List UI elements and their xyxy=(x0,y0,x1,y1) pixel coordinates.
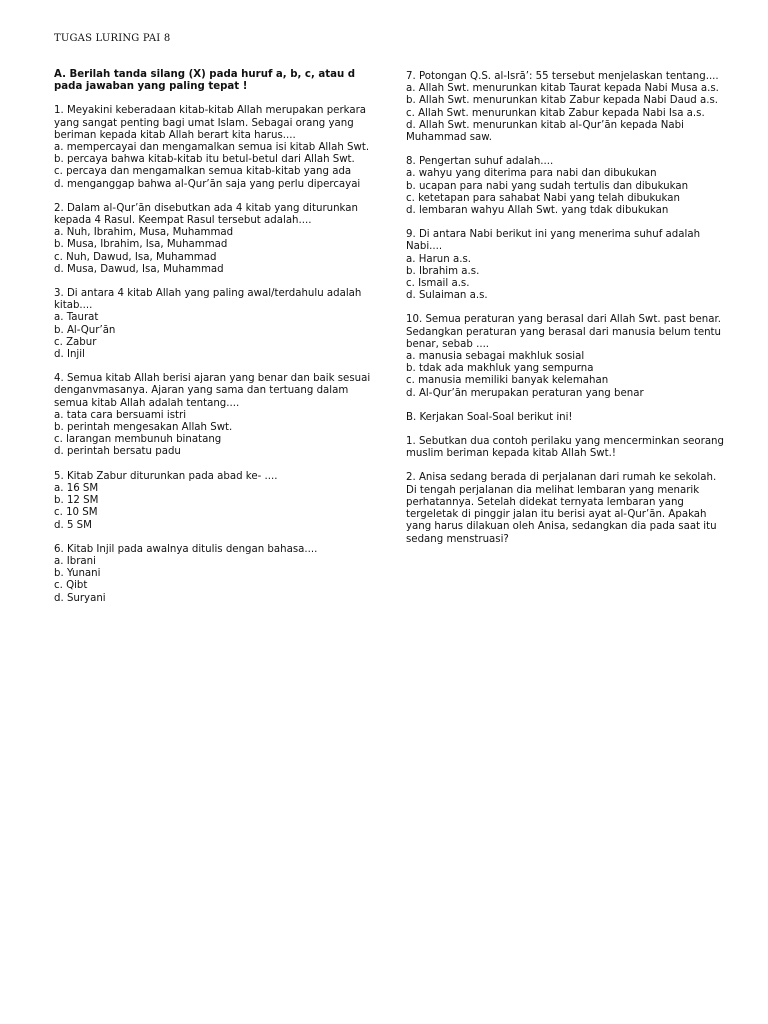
option-c: c. Ismail a.s. xyxy=(406,278,470,290)
option-c: c. percaya dan mengamalkan semua kitab-kitab yang ada xyxy=(54,166,352,178)
option-b: b. percaya bahwa kitab-kitab itu betul-betul dari Allah Swt. xyxy=(54,154,355,166)
question-text: 8. Pengertan suhuf adalah.... xyxy=(406,156,554,168)
option-b: b. 12 SM xyxy=(54,495,99,507)
option-a: a. wahyu yang diterima para nabi dan dibukukan xyxy=(406,168,657,180)
question-7 xyxy=(406,71,724,144)
question-8 xyxy=(406,156,724,217)
question-text: 4. Semua kitab Allah berisi ajaran yang benar dan baik sesuai denganvmasanya. Ajaran yang sama dan tertuang dalam semua kitab Allah adalah tentang.... xyxy=(54,373,371,409)
option-b: b. tdak ada makhluk yang sempurna xyxy=(406,363,594,375)
option-b: b. Musa, Ibrahim, Isa, Muhammad xyxy=(54,239,228,251)
option-c: c. Qibt xyxy=(54,580,88,592)
option-b: b. Allah Swt. menurunkan kitab Zabur kepada Nabi Daud a.s. xyxy=(406,95,719,107)
option-c: c. Nuh, Dawud, Isa, Muhammad xyxy=(54,251,217,263)
question-3 xyxy=(54,288,374,361)
question-text: 1. Meyakini keberadaan kitab-kitab Allah merupakan perkara yang sangat penting bagi umat Islam. Sebagai orang yang beriman kepada kitab Allah berart kita harus.... xyxy=(54,105,367,141)
question-text: 3. Di antara 4 kitab Allah yang paling awal/terdahulu adalah kitab.... xyxy=(54,288,362,312)
option-c: c. ketetapan para sahabat Nabi yang telah dibukukan xyxy=(406,192,680,204)
question-5 xyxy=(54,471,374,532)
option-d: d. 5 SM xyxy=(54,519,92,531)
option-d: d. Musa, Dawud, Isa, Muhammad xyxy=(54,263,224,275)
question-2 xyxy=(54,203,374,276)
option-d: d. lembaran wahyu Allah Swt. yang tdak dibukukan xyxy=(406,205,669,217)
option-b: b. Yunani xyxy=(54,568,101,580)
question-text: 2. Dalam al-Qur’ān disebutkan ada 4 kitab yang diturunkan kepada 4 Rasul. Keempat Rasul tersebut adalah.... xyxy=(54,202,358,227)
section-b-heading: B. Kerjakan Soal-Soal berikut ini! xyxy=(406,411,573,423)
option-d: d. menganggap bahwa al-Qur’ān saja yang perlu dipercayai xyxy=(54,178,361,190)
question-text: 7. Potongan Q.S. al-Isrā’: 55 tersebut menjelaskan tentang.... xyxy=(406,71,719,82)
question-6 xyxy=(54,544,374,605)
option-a: a. mempercayai dan mengamalkan semua isi kitab Allah Swt. xyxy=(54,142,370,154)
option-a: a. Harun a.s. xyxy=(406,253,471,265)
option-d: d. perintah bersatu padu xyxy=(54,446,181,458)
right-column xyxy=(406,71,724,558)
option-c: c. larangan membunuh binatang xyxy=(54,434,222,446)
option-c: c. Allah Swt. menurunkan kitab Zabur kepada Nabi Isa a.s. xyxy=(406,107,705,119)
option-d: d. Sulaiman a.s. xyxy=(406,290,488,302)
option-c: c. Zabur xyxy=(54,336,97,348)
option-c: c. 10 SM xyxy=(54,507,98,519)
option-d: d. Al-Qur’ān merupakan peraturan yang benar xyxy=(406,387,644,399)
option-a: a. tata cara bersuami istri xyxy=(54,409,187,421)
left-column xyxy=(54,69,374,617)
option-a: a. Ibrani xyxy=(54,555,96,567)
option-b: b. Ibrahim a.s. xyxy=(406,265,480,277)
question-4 xyxy=(54,373,374,458)
option-a: a. Allah Swt. menurunkan kitab Taurat kepada Nabi Musa a.s. xyxy=(406,83,719,95)
option-a: a. 16 SM xyxy=(54,482,99,494)
option-c: c. manusia memiliki banyak kelemahan xyxy=(406,375,609,387)
question-text: 9. Di antara Nabi berikut ini yang menerima suhuf adalah Nabi.... xyxy=(406,229,701,253)
option-a: a. Taurat xyxy=(54,312,99,324)
question-1 xyxy=(54,105,374,190)
section-a-heading: A. Berilah tanda silang (X) pada huruf a, b, c, atau d pada jawaban yang paling tepat ! xyxy=(54,69,356,93)
question-text: 5. Kitab Zabur diturunkan pada abad ke- .... xyxy=(54,470,278,482)
essay-question-1: 1. Sebutkan dua contoh perilaku yang mencerminkan seorang muslim beriman kepada kitab Allah Swt.! xyxy=(406,436,724,460)
option-d: d. Suryani xyxy=(54,592,106,604)
option-a: a. manusia sebagai makhluk sosial xyxy=(406,351,585,363)
essay-question-2: 2. Anisa sedang berada di perjalanan dari rumah ke sekolah. Di tengah perjalanan dia melihat lembaran yang menarik perhatannya. Setelah didekat ternyata lembaran yang tergeletak di pinggir jalan itu berisi ayat al-Qur’ān. Apakah yang harus dilakuan oleh Anisa, sedangkan dia pada saat itu sedang menstruasi? xyxy=(406,472,717,545)
option-d: d. Allah Swt. menurunkan kitab al-Qur’ān kepada Nabi Muhammad saw. xyxy=(406,119,684,144)
document-title: TUGAS LURING PAI 8 xyxy=(54,33,171,44)
question-10 xyxy=(406,314,724,399)
option-b: b. perintah mengesakan Allah Swt. xyxy=(54,422,233,434)
question-9 xyxy=(406,229,724,302)
question-text: 6. Kitab Injil pada awalnya ditulis dengan bahasa.... xyxy=(54,543,318,555)
option-b: b. ucapan para nabi yang sudah tertulis dan dibukukan xyxy=(406,180,689,192)
question-text: 10. Semua peraturan yang berasal dari Allah Swt. past benar. Sedangkan peraturan yang berasal dari manusia belum tentu benar, sebab .... xyxy=(406,314,722,350)
option-d: d. Injil xyxy=(54,349,85,361)
option-b: b. Al-Qur’ān xyxy=(54,324,116,336)
option-a: a. Nuh, Ibrahim, Musa, Muhammad xyxy=(54,227,234,239)
